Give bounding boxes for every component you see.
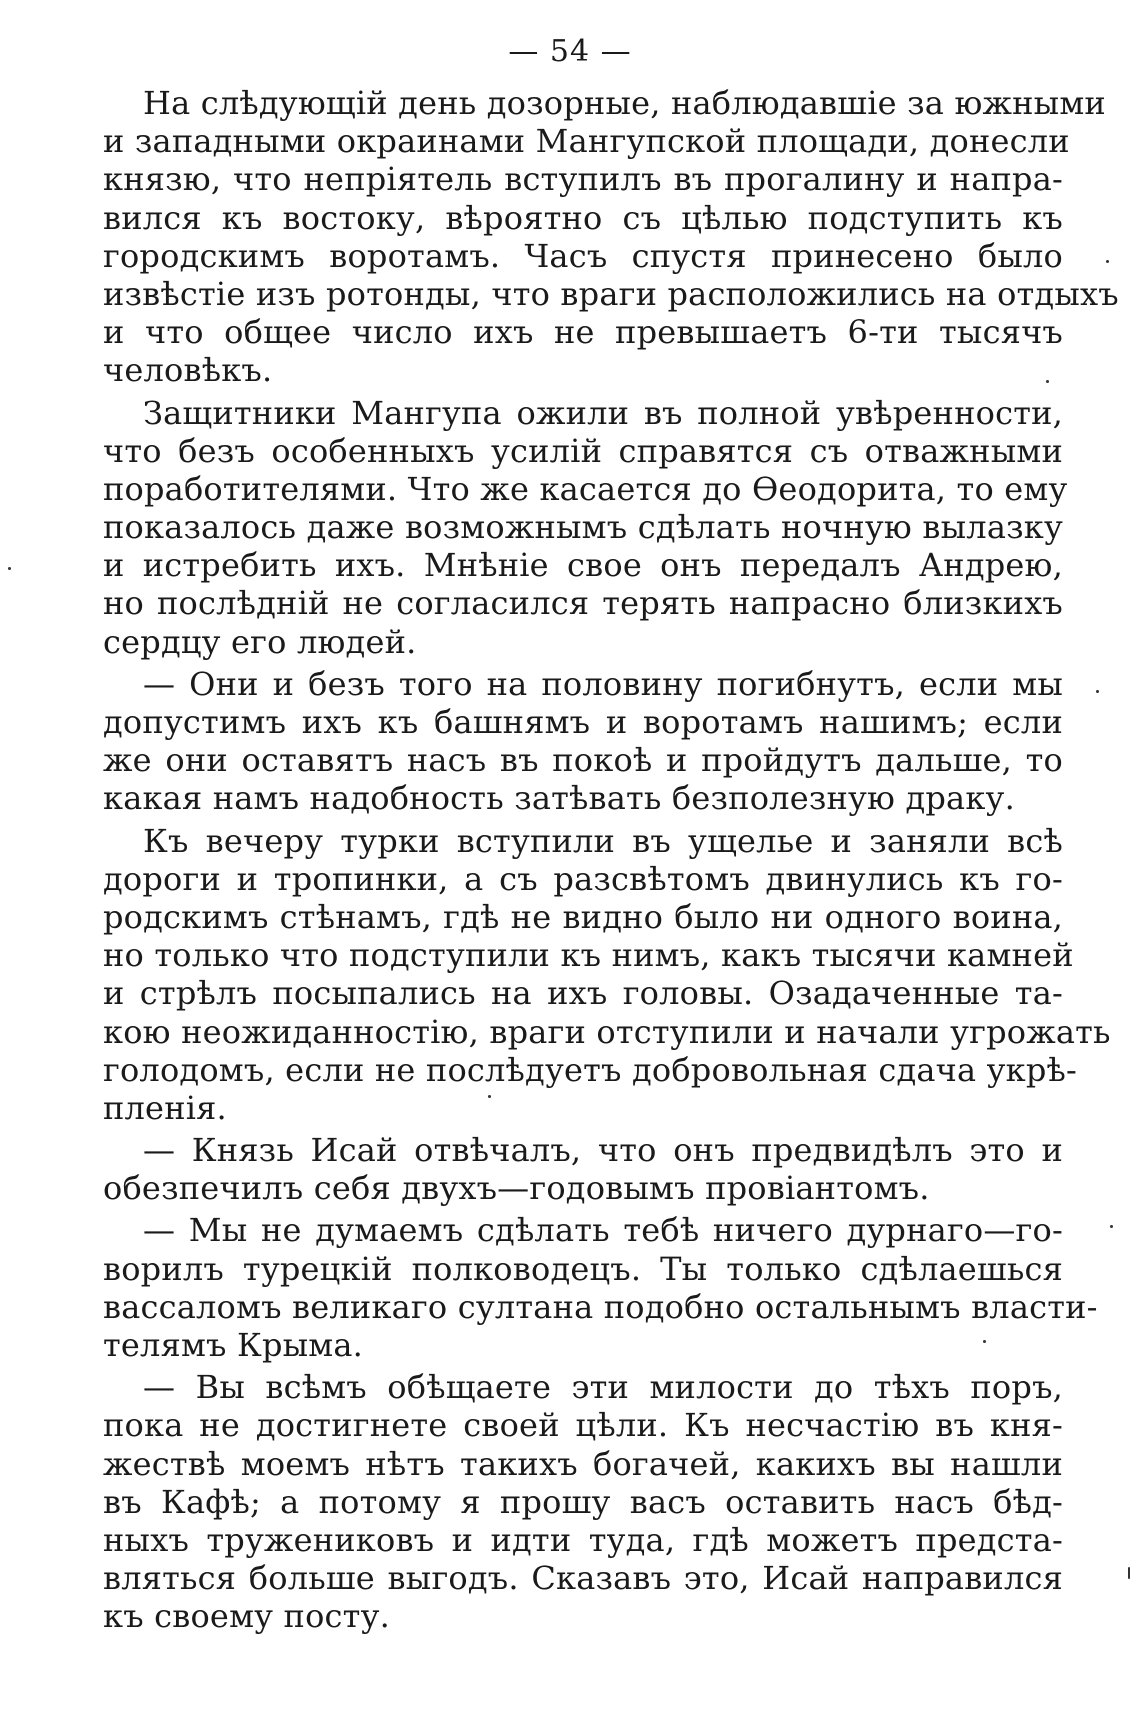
text-line: На слѣдующій день дозорные, наблюдавшіе за южными [143, 84, 1106, 122]
text-line: и западными окраинами Мангупской площади, донесли [103, 122, 1070, 161]
text-line: вляться больше выгодъ. Сказавъ это, Исай направился [103, 1559, 1063, 1598]
text-line: и истребить ихъ. Мнѣніе свое онъ передалъ Андрею, [103, 546, 1063, 585]
paragraph-5 [103, 1131, 1063, 1207]
text-line: къ своему посту. [103, 1597, 390, 1636]
print-speck [8, 567, 11, 570]
text-line: допустимъ ихъ къ башнямъ и воротамъ нашимъ; если [103, 703, 1063, 741]
text-line: князю, что непріятель вступилъ въ прогалину и напра- [103, 160, 1063, 199]
text-line: — Князь Исай отвѣчалъ, что онъ предвидѣлъ это и [143, 1131, 1063, 1170]
print-speck [1106, 260, 1109, 263]
text-line: Защитники Мангупа ожили въ полной увѣренности, [143, 393, 1063, 432]
text-line: вился къ востоку, вѣроятно съ цѣлью подступить къ [103, 198, 1063, 237]
text-line: родскимъ стѣнамъ, гдѣ не видно было ни одного воина, [103, 897, 1063, 936]
text-line: телямъ Крыма. [103, 1326, 364, 1364]
print-speck [1110, 1225, 1113, 1228]
text-line: ворилъ турецкій полководецъ. Ты только сдѣлаешься [103, 1249, 1063, 1288]
text-line: кою неожиданностію, враги отступили и начали угрожать [103, 1012, 1111, 1051]
text-line: обезпечилъ себя двухъ—годовымъ провіантомъ. [103, 1169, 930, 1208]
text-line: и стрѣлъ посыпались на ихъ головы. Озадаченные та- [103, 974, 1063, 1013]
text-line: въ Кафѣ; а потому я прошу васъ оставить насъ бѣд- [103, 1482, 1063, 1521]
body-text [103, 84, 1119, 1640]
text-line: пока не достигнете своей цѣли. Къ несчастію въ кня- [103, 1406, 1063, 1445]
text-line: и что общее число ихъ не превышаетъ 6-ти тысячъ [103, 313, 1063, 352]
text-line: жествѣ моемъ нѣтъ такихъ богачей, какихъ вы нашли [103, 1444, 1063, 1483]
text-line: но послѣдній не согласился терять напрасно близкихъ [103, 584, 1063, 623]
text-line: ныхъ тружениковъ и идти туда, гдѣ можетъ предста- [103, 1520, 1063, 1559]
text-line: какая намъ надобность затѣвать безполезную драку. [103, 779, 1015, 818]
text-line: дороги и тропинки, а съ разсвѣтомъ двинулись къ го- [103, 859, 1063, 898]
text-line: же они оставятъ насъ въ покоѣ и пройдутъ дальше, то [103, 741, 1063, 780]
print-speck [488, 1095, 491, 1098]
print-speck [1128, 1567, 1130, 1579]
print-speck [1046, 380, 1049, 383]
text-line: показалось даже возможнымъ сдѣлать ночную вылазку [103, 508, 1063, 547]
paragraph-1 [103, 84, 1119, 390]
paragraph-6 [103, 1211, 1098, 1364]
paragraph-4 [103, 821, 1111, 1128]
text-line: извѣстіе изъ ротонды, что враги расположились на отдыхъ [103, 274, 1119, 313]
paragraph-3 [103, 665, 1063, 818]
text-line: что безъ особенныхъ усилій справятся съ отважными [103, 431, 1063, 470]
paragraph-7 [103, 1368, 1063, 1635]
text-line: вассаломъ великаго султана подобно остальнымъ власти- [103, 1287, 1098, 1326]
text-line: — Мы не думаемъ сдѣлать тебѣ ничего дурнаго—го- [143, 1211, 1063, 1250]
text-line: голодомъ, если не послѣдуетъ добровольная сдача укрѣ- [103, 1050, 1078, 1089]
print-speck [983, 1340, 986, 1343]
page-number: — 54 — [508, 34, 632, 69]
text-line: пленія. [103, 1088, 227, 1127]
text-line: городскимъ воротамъ. Часъ спустя принесено было [103, 236, 1063, 275]
text-line: Къ вечеру турки вступили въ ущелье и заняли всѣ [143, 821, 1063, 860]
text-line: поработителями. Что же касается до Өеодорита, то ему [103, 469, 1068, 508]
print-speck [1096, 690, 1099, 693]
text-line: сердцу его людей. [103, 622, 417, 661]
text-line: — Вы всѣмъ обѣщаете эти милости до тѣхъ поръ, [143, 1368, 1063, 1407]
text-line: — Они и безъ того на половину погибнутъ, если мы [143, 664, 1063, 703]
paragraph-2 [103, 393, 1068, 661]
text-line: но только что подступили къ нимъ, какъ тысячи камней [103, 936, 1074, 975]
text-line: человѣкъ. [103, 351, 273, 390]
